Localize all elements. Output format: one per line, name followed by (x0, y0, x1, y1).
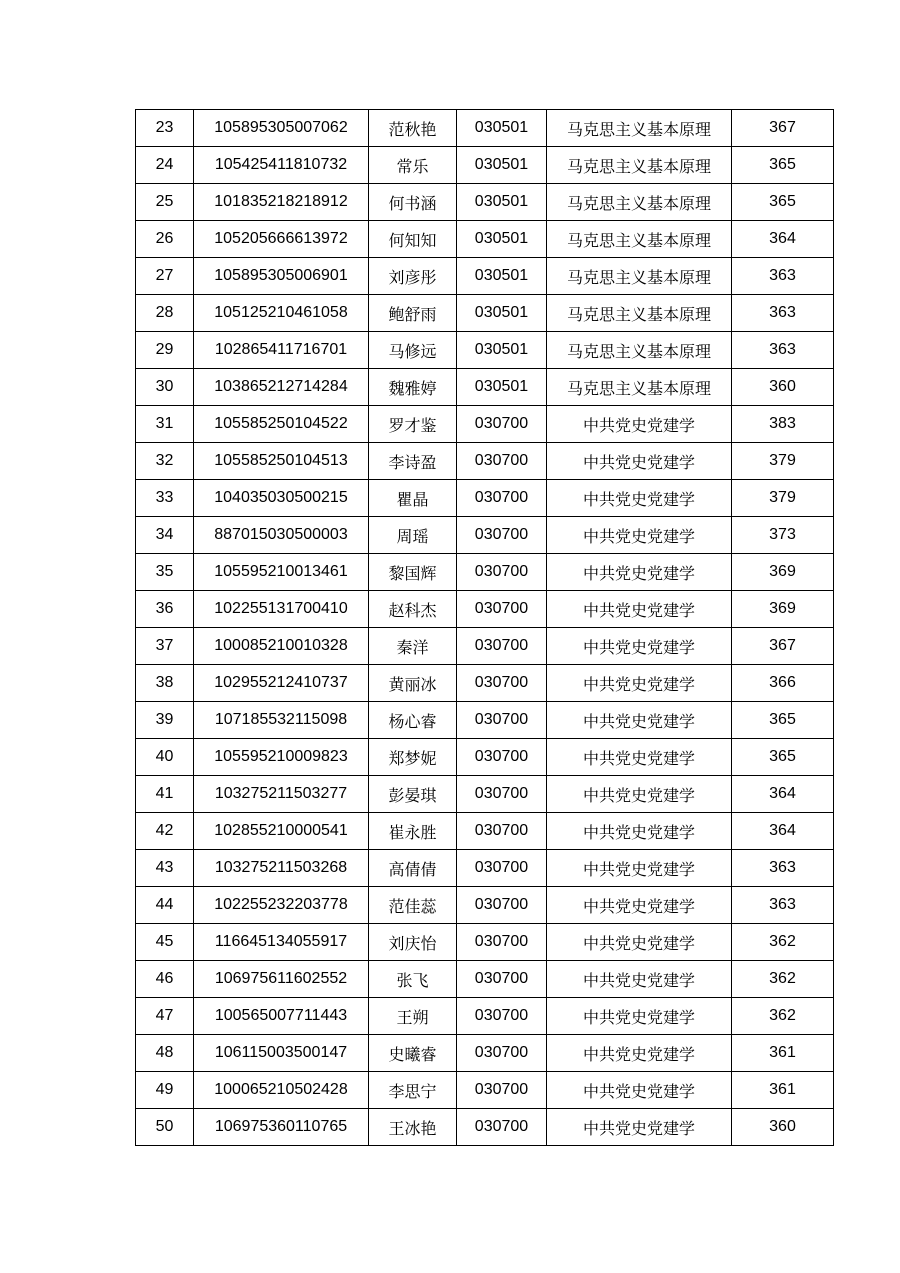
rank-cell: 45 (136, 924, 194, 961)
candidate-id-cell: 105425411810732 (194, 147, 369, 184)
table-row (136, 628, 834, 665)
major-name-cell: 中共党史党建学 (547, 850, 732, 887)
major-code-cell: 030501 (457, 369, 547, 406)
name-cell: 周瑶 (369, 517, 457, 554)
rank-cell: 38 (136, 665, 194, 702)
name-cell: 魏雅婷 (369, 369, 457, 406)
candidate-id-cell: 103275211503277 (194, 776, 369, 813)
candidate-id-cell: 106975611602552 (194, 961, 369, 998)
table-row (136, 369, 834, 406)
name-cell: 崔永胜 (369, 813, 457, 850)
major-code-cell: 030700 (457, 850, 547, 887)
major-code-cell: 030700 (457, 1072, 547, 1109)
score-cell: 379 (732, 443, 834, 480)
major-code-cell: 030700 (457, 998, 547, 1035)
major-code-cell: 030700 (457, 1035, 547, 1072)
major-code-cell: 030700 (457, 776, 547, 813)
rank-cell: 37 (136, 628, 194, 665)
name-cell: 高倩倩 (369, 850, 457, 887)
major-name-cell: 马克思主义基本原理 (547, 295, 732, 332)
candidate-id-cell: 116645134055917 (194, 924, 369, 961)
score-cell: 369 (732, 591, 834, 628)
score-cell: 365 (732, 739, 834, 776)
major-name-cell: 中共党史党建学 (547, 924, 732, 961)
candidate-id-cell: 102255232203778 (194, 887, 369, 924)
candidate-id-cell: 101835218218912 (194, 184, 369, 221)
rank-cell: 30 (136, 369, 194, 406)
major-code-cell: 030700 (457, 961, 547, 998)
major-name-cell: 中共党史党建学 (547, 443, 732, 480)
table-row (136, 850, 834, 887)
rank-cell: 42 (136, 813, 194, 850)
score-cell: 365 (732, 184, 834, 221)
rank-cell: 31 (136, 406, 194, 443)
candidate-id-cell: 100085210010328 (194, 628, 369, 665)
score-cell: 367 (732, 628, 834, 665)
major-name-cell: 中共党史党建学 (547, 1109, 732, 1146)
name-cell: 秦洋 (369, 628, 457, 665)
rank-cell: 46 (136, 961, 194, 998)
major-code-cell: 030501 (457, 221, 547, 258)
candidate-id-cell: 105895305007062 (194, 110, 369, 147)
score-cell: 360 (732, 1109, 834, 1146)
candidate-id-cell: 887015030500003 (194, 517, 369, 554)
score-cell: 363 (732, 332, 834, 369)
table-row (136, 1035, 834, 1072)
name-cell: 李诗盈 (369, 443, 457, 480)
major-code-cell: 030700 (457, 887, 547, 924)
admission-results-table (135, 109, 834, 1146)
candidate-id-cell: 105205666613972 (194, 221, 369, 258)
table-row (136, 443, 834, 480)
table-row (136, 1109, 834, 1146)
candidate-id-cell: 102255131700410 (194, 591, 369, 628)
name-cell: 马修远 (369, 332, 457, 369)
rank-cell: 48 (136, 1035, 194, 1072)
name-cell: 王朔 (369, 998, 457, 1035)
name-cell: 瞿晶 (369, 480, 457, 517)
major-name-cell: 马克思主义基本原理 (547, 221, 732, 258)
candidate-id-cell: 105595210009823 (194, 739, 369, 776)
major-name-cell: 中共党史党建学 (547, 628, 732, 665)
score-cell: 361 (732, 1072, 834, 1109)
major-code-cell: 030700 (457, 665, 547, 702)
score-cell: 363 (732, 850, 834, 887)
score-cell: 365 (732, 702, 834, 739)
major-name-cell: 马克思主义基本原理 (547, 332, 732, 369)
table-row (136, 961, 834, 998)
table-row (136, 295, 834, 332)
major-name-cell: 马克思主义基本原理 (547, 147, 732, 184)
major-code-cell: 030700 (457, 406, 547, 443)
major-name-cell: 中共党史党建学 (547, 998, 732, 1035)
score-cell: 360 (732, 369, 834, 406)
candidate-id-cell: 105595210013461 (194, 554, 369, 591)
major-code-cell: 030501 (457, 295, 547, 332)
major-name-cell: 中共党史党建学 (547, 665, 732, 702)
rank-cell: 49 (136, 1072, 194, 1109)
rank-cell: 23 (136, 110, 194, 147)
major-code-cell: 030700 (457, 1109, 547, 1146)
table-row (136, 702, 834, 739)
table-row (136, 110, 834, 147)
rank-cell: 41 (136, 776, 194, 813)
table-row (136, 591, 834, 628)
name-cell: 李思宁 (369, 1072, 457, 1109)
rank-cell: 44 (136, 887, 194, 924)
major-name-cell: 中共党史党建学 (547, 739, 732, 776)
major-name-cell: 中共党史党建学 (547, 887, 732, 924)
table-row (136, 480, 834, 517)
rank-cell: 47 (136, 998, 194, 1035)
table-row (136, 776, 834, 813)
name-cell: 常乐 (369, 147, 457, 184)
name-cell: 赵科杰 (369, 591, 457, 628)
table-row (136, 739, 834, 776)
major-code-cell: 030501 (457, 258, 547, 295)
major-name-cell: 中共党史党建学 (547, 702, 732, 739)
rank-cell: 27 (136, 258, 194, 295)
candidate-id-cell: 106975360110765 (194, 1109, 369, 1146)
table-row (136, 332, 834, 369)
major-code-cell: 030501 (457, 184, 547, 221)
major-name-cell: 中共党史党建学 (547, 961, 732, 998)
major-name-cell: 马克思主义基本原理 (547, 258, 732, 295)
score-cell: 363 (732, 887, 834, 924)
name-cell: 史曦睿 (369, 1035, 457, 1072)
major-code-cell: 030700 (457, 628, 547, 665)
table-row (136, 147, 834, 184)
table-row (136, 887, 834, 924)
major-name-cell: 中共党史党建学 (547, 406, 732, 443)
score-cell: 364 (732, 221, 834, 258)
score-cell: 362 (732, 924, 834, 961)
candidate-id-cell: 100565007711443 (194, 998, 369, 1035)
major-name-cell: 中共党史党建学 (547, 813, 732, 850)
candidate-id-cell: 102865411716701 (194, 332, 369, 369)
rank-cell: 33 (136, 480, 194, 517)
table-row (136, 258, 834, 295)
table-body (136, 110, 834, 1146)
table-row (136, 813, 834, 850)
major-code-cell: 030700 (457, 702, 547, 739)
score-cell: 364 (732, 776, 834, 813)
candidate-id-cell: 105585250104522 (194, 406, 369, 443)
major-code-cell: 030700 (457, 517, 547, 554)
major-code-cell: 030700 (457, 813, 547, 850)
rank-cell: 26 (136, 221, 194, 258)
score-cell: 362 (732, 961, 834, 998)
table-row (136, 517, 834, 554)
name-cell: 范佳蕊 (369, 887, 457, 924)
candidate-id-cell: 105895305006901 (194, 258, 369, 295)
candidate-id-cell: 106115003500147 (194, 1035, 369, 1072)
name-cell: 罗才鉴 (369, 406, 457, 443)
major-code-cell: 030700 (457, 739, 547, 776)
rank-cell: 39 (136, 702, 194, 739)
rank-cell: 28 (136, 295, 194, 332)
rank-cell: 24 (136, 147, 194, 184)
score-cell: 364 (732, 813, 834, 850)
name-cell: 刘庆怡 (369, 924, 457, 961)
score-cell: 367 (732, 110, 834, 147)
major-code-cell: 030700 (457, 591, 547, 628)
major-name-cell: 中共党史党建学 (547, 776, 732, 813)
name-cell: 黎国辉 (369, 554, 457, 591)
major-code-cell: 030501 (457, 147, 547, 184)
name-cell: 刘彦彤 (369, 258, 457, 295)
score-cell: 363 (732, 295, 834, 332)
major-name-cell: 中共党史党建学 (547, 554, 732, 591)
major-name-cell: 中共党史党建学 (547, 591, 732, 628)
rank-cell: 32 (136, 443, 194, 480)
rank-cell: 35 (136, 554, 194, 591)
major-code-cell: 030700 (457, 480, 547, 517)
table-row (136, 184, 834, 221)
candidate-id-cell: 104035030500215 (194, 480, 369, 517)
name-cell: 张飞 (369, 961, 457, 998)
major-name-cell: 马克思主义基本原理 (547, 110, 732, 147)
table-row (136, 665, 834, 702)
major-name-cell: 马克思主义基本原理 (547, 184, 732, 221)
major-name-cell: 中共党史党建学 (547, 480, 732, 517)
major-name-cell: 中共党史党建学 (547, 1072, 732, 1109)
major-code-cell: 030501 (457, 332, 547, 369)
major-name-cell: 中共党史党建学 (547, 517, 732, 554)
score-cell: 365 (732, 147, 834, 184)
candidate-id-cell: 107185532115098 (194, 702, 369, 739)
name-cell: 杨心睿 (369, 702, 457, 739)
candidate-id-cell: 102955212410737 (194, 665, 369, 702)
major-name-cell: 马克思主义基本原理 (547, 369, 732, 406)
rank-cell: 40 (136, 739, 194, 776)
candidate-id-cell: 103865212714284 (194, 369, 369, 406)
table-row (136, 554, 834, 591)
name-cell: 何知知 (369, 221, 457, 258)
candidate-id-cell: 105585250104513 (194, 443, 369, 480)
score-cell: 363 (732, 258, 834, 295)
rank-cell: 29 (136, 332, 194, 369)
score-cell: 383 (732, 406, 834, 443)
name-cell: 郑梦妮 (369, 739, 457, 776)
name-cell: 何书涵 (369, 184, 457, 221)
major-code-cell: 030700 (457, 554, 547, 591)
score-cell: 373 (732, 517, 834, 554)
score-cell: 379 (732, 480, 834, 517)
score-cell: 362 (732, 998, 834, 1035)
major-code-cell: 030501 (457, 110, 547, 147)
candidate-id-cell: 100065210502428 (194, 1072, 369, 1109)
candidate-id-cell: 105125210461058 (194, 295, 369, 332)
name-cell: 王冰艳 (369, 1109, 457, 1146)
major-code-cell: 030700 (457, 443, 547, 480)
rank-cell: 50 (136, 1109, 194, 1146)
name-cell: 彭晏琪 (369, 776, 457, 813)
table-row (136, 1072, 834, 1109)
name-cell: 黄丽冰 (369, 665, 457, 702)
score-cell: 369 (732, 554, 834, 591)
table-row (136, 406, 834, 443)
table-row (136, 998, 834, 1035)
major-code-cell: 030700 (457, 924, 547, 961)
major-name-cell: 中共党史党建学 (547, 1035, 732, 1072)
table-row (136, 221, 834, 258)
score-cell: 361 (732, 1035, 834, 1072)
rank-cell: 25 (136, 184, 194, 221)
rank-cell: 36 (136, 591, 194, 628)
rank-cell: 43 (136, 850, 194, 887)
table-row (136, 924, 834, 961)
name-cell: 鲍舒雨 (369, 295, 457, 332)
candidate-id-cell: 102855210000541 (194, 813, 369, 850)
candidate-id-cell: 103275211503268 (194, 850, 369, 887)
score-cell: 366 (732, 665, 834, 702)
name-cell: 范秋艳 (369, 110, 457, 147)
rank-cell: 34 (136, 517, 194, 554)
